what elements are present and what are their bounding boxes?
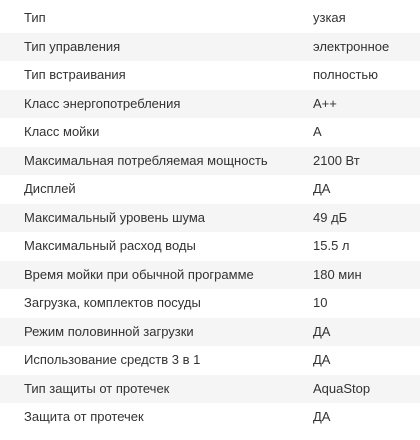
spec-label: Максимальный уровень шума [24,209,206,225]
spec-value: A [313,124,322,139]
spec-label: Класс мойки [24,124,100,139]
spec-value: ДА [313,323,331,339]
spec-label: Максимальный расход воды [24,238,196,253]
spec-label: Класс энергопотребления [24,95,181,111]
spec-row-installation-type [0,61,420,90]
spec-row-noise-level [0,204,420,233]
spec-value: узкая [313,10,346,25]
spec-row-wash-class [0,118,420,147]
spec-label: Режим половинной загрузки [24,323,194,339]
spec-value: 49 дБ [313,209,348,225]
spec-value: 180 мин [313,266,362,282]
spec-label: Тип защиты от протечек [24,380,170,396]
spec-label: Защита от протечек [24,409,144,424]
spec-value: AquaStop [313,380,371,396]
spec-label: Дисплей [24,181,76,196]
spec-row-wash-time [0,261,420,290]
spec-row-half-load [0,318,420,347]
spec-row-capacity [0,289,420,318]
spec-row-max-power [0,147,420,176]
spec-label: Тип встраивания [24,67,126,82]
spec-value: ДА [313,181,331,196]
spec-label: Загрузка, комплектов посуды [24,295,201,310]
spec-value: A++ [313,95,337,111]
spec-value: 15.5 л [313,238,350,253]
spec-row-3in1 [0,346,420,375]
spec-label: Тип управления [24,38,121,54]
spec-row-display [0,175,420,204]
spec-row-water-consumption [0,232,420,261]
spec-value: 2100 Вт [313,152,360,168]
spec-row-control-type [0,33,420,62]
spec-row-energy-class [0,90,420,119]
spec-label: Время мойки при обычной программе [24,266,254,282]
spec-row-leak-protection [0,403,420,432]
spec-label: Тип [24,10,46,25]
spec-row-leak-protection-type [0,375,420,404]
spec-row-type [0,4,420,33]
spec-label: Максимальная потребляемая мощность [24,152,268,168]
spec-value: полностью [313,67,378,82]
spec-value: ДА [313,352,331,367]
spec-label: Использование средств 3 в 1 [24,352,201,367]
spec-value: электронное [313,38,390,54]
spec-value: 10 [313,295,328,310]
spec-value: ДА [313,409,331,424]
